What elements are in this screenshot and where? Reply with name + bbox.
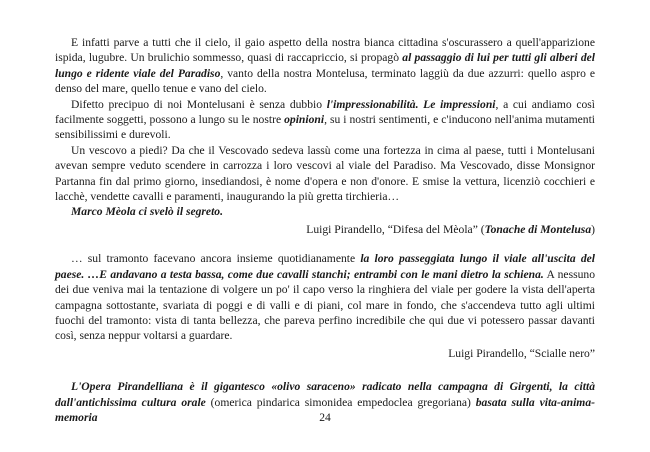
text-run: , vanto della nostra Montelusa, terminato laggiù da due azzurri: quello aspro e denso del mare, quello tenue e vano del cielo. (55, 66, 595, 96)
paragraph-2 (55, 97, 595, 143)
text-run: Difetto precipuo di noi Montelusani è senza dubbio (71, 97, 327, 111)
text-run: (omerica pindarica simonidea empedoclea gregoriana) (205, 395, 476, 409)
text-run: E infatti parve a tutti che il cielo, il gaio aspetto della nostra bianca cittadina s'oscurassero a quell'apparizione ispida, lugubre. Un brulichio sommesso, quasi di raccapriccio, si propagò (55, 36, 595, 65)
text-run: Luigi Pirandello, “Scialle nero” (448, 346, 595, 360)
emphasis-run: Tonache di Montelusa (484, 222, 592, 236)
text-run: Un vescovo a piedi? Da che il Vescovado sedeva lassù come una fortezza in cima al paese, tutti i Montelusani avevan sempre veduto scendere in carrozza i loro vescovi al viale del Paradiso. Ma Vescovado, disse Monsignor Partanna fin dal primo giorno, insediandosi, è nome d'opera e non d'onore. E smise la vettura, licenziò cocchieri e lacchè, vendette cavalli e paramenti, inaugurando la più gretta tirchieria… (55, 143, 595, 204)
emphasis-run: opinioni (284, 113, 325, 127)
citation-scialle-nero (55, 346, 595, 361)
document-page (55, 35, 595, 425)
section-gap (55, 361, 595, 379)
paragraph-3 (55, 143, 595, 205)
text-run: , a cui andiamo così facilmente soggetti, possono a lungo su le nostre (55, 97, 596, 127)
emphasis-run: basata sulla vita-anima-memoria (55, 395, 595, 424)
paragraph-4 (55, 204, 595, 219)
text-run: … sul tramonto facevano ancora insieme quotidianamente (71, 252, 361, 266)
emphasis-run: la loro passeggiata lungo il viale all'uscita del paese. …E andavano a testa bassa, come due cavalli stanchi; entrambi con le mani dietro la schiena. (55, 252, 595, 281)
paragraph-5 (55, 251, 595, 343)
emphasis-run: Marco Mèola ci svelò il segreto. (71, 205, 223, 219)
section-gap (55, 237, 595, 251)
emphasis-run: L'Opera Pirandelliana è il gigantesco «olivo saraceno» radicato nella campagna di Girgenti, la città dall'antichissima cultura orale (55, 380, 595, 409)
page-number: 24 (319, 411, 331, 424)
text-run: A nessuno dei due veniva mai la tentazione di volgere un po' il capo verso la ringhiera del viale per godere la vista dell'aperta campagna sottostante, svariata di poggi e di valli e di piani, col mare in fondo, che s'accendeva tutto agli ultimi fuochi del tramonto: vista di tanta bellezza, che pareva perfino incredibile che qui due vi potessero passar davanti così, senza neppur voltarsi a guardare. (55, 267, 595, 343)
text-run: ) (591, 222, 595, 236)
paragraph-1 (55, 35, 595, 97)
text-run: Luigi Pirandello, “Difesa del Mèola” ( (306, 222, 485, 236)
citation-difesa-del-meola (55, 222, 595, 237)
text-run: , su i nostri sentimenti, e c'inducono nell'anima mutamenti sensibilissimi e durevoli. (55, 113, 596, 142)
emphasis-run: l'impressionabilità. Le impressioni (326, 97, 496, 111)
emphasis-run: al passaggio di lui per tutti gli alberi del lungo e ridente viale del Paradiso (55, 51, 595, 80)
